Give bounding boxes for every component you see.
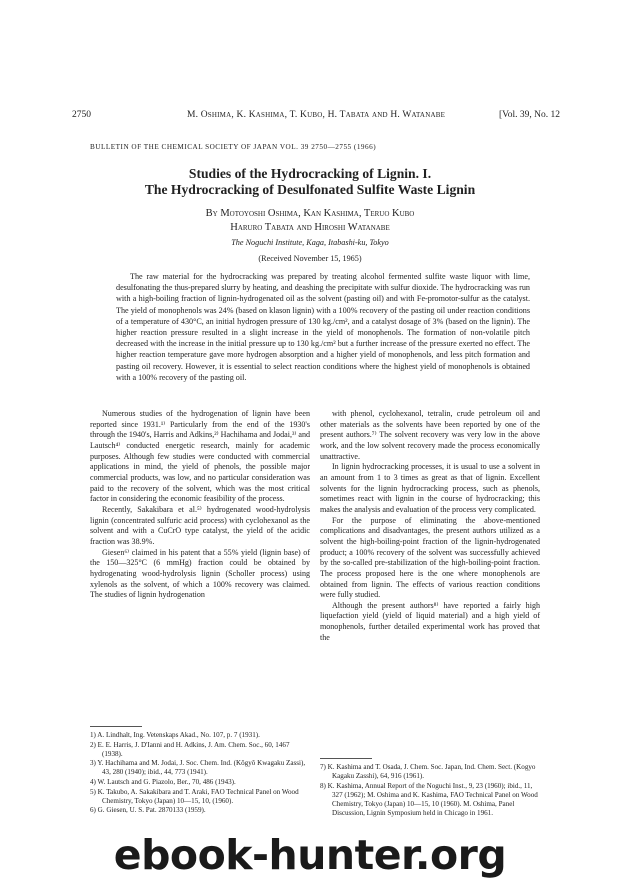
title-line-1: Studies of the Hydrocracking of Lignin. I. — [188, 166, 432, 181]
reference-item: 3) Y. Hachihama and M. Jodai, J. Soc. Chem. Ind. (Kôgyô Kwagaku Zassi), 43, 280 (1940); ibid., 44, 773 (1941). — [90, 759, 306, 777]
authors-line-1: By Motoyoshi Oshima, Kan Kashima, Teruo Kubo — [205, 208, 415, 219]
reference-item: 7) K. Kashima and T. Osada, J. Chem. Soc. Japan, Ind. Chem. Sect. (Kogyo Kagaku Zasshi), 64, 916 (1961). — [320, 763, 536, 781]
reference-item: 4) W. Lautsch and G. Piazolo, Ber., 70, 486 (1943). — [90, 777, 236, 786]
body-paragraph: In lignin hydrocracking processes, it is usual to use a solvent in an amount from 1 to 3 times as great as that of lignin. Excellent solvents for the lignin hydrocracking process, such as phenols, sometimes react with lignin in the course of hydrocracking; this makes the analysis and evaluation of the process very complicated. — [320, 462, 540, 514]
footnote-rule — [90, 726, 142, 727]
references-left — [90, 726, 310, 816]
running-head-volume: [Vol. 39, No. 12 — [498, 110, 560, 120]
institution: The Noguchi Institute, Kaga, Itabashi-ku, Tokyo — [231, 238, 389, 247]
running-head — [72, 110, 560, 124]
title-line-2: The Hydrocracking of Desulfonated Sulfite Waste Lignin — [144, 182, 476, 197]
page-number: 2750 — [72, 110, 91, 120]
article-title — [60, 166, 560, 198]
body-paragraph: with phenol, cyclohexanol, tetralin, crude petroleum oil and other materials as the solvents have been reported by one of the present authors.⁷⁾ The solvent recovery was very low in the above work, and the low solvent recovery made the process economically unattractive. — [320, 409, 540, 461]
reference-item: 8) K. Kashima, Annual Report of the Noguchi Inst., 9, 23 (1960); ibid., 11, 327 (1962); M. Oshima and K. Kashima, FAO Technical Panel on Wood Chemistry, Tokyo (Japan) 10—15, 10 (1960). M. Oshima, Panel Discussion, Lignin Symposium held in Chicago in 1961. — [320, 781, 538, 817]
body-column-right — [320, 409, 540, 643]
reference-item: 2) E. E. Harris, J. D'Ianni and H. Adkins, J. Am. Chem. Soc., 60, 1467 (1938). — [90, 740, 290, 758]
abstract: The raw material for the hydrocracking was prepared by treating alcohol fermented sulfite waste liquor with lime, desulfonating the thus-prepared slurry by heating, and deashing the precipitate with sulfur dioxide. The hydrocracking was run with a high-boiling fraction of lignin-hydrogenated oil as the solvent (pasting oil) and with Fe-promotor-sulfur as the catalyst. The yield of monophenols was 24% (based on klason lignin) with a 100% recovery of the pasting oil under reaction conditions of a temperature of 430°C, an initial hydrogen pressure of 130 kg./cm², and a catalyst dosage of 3% (based on the lignin). The higher reaction pressure resulted in a slight increase in the yield of monophenols. The formation of non-volatile pitch decreased with the increase in the initial pressure up to 130 kg./cm² but a further increase of the pressure exerted no effect. The higher reaction temperature gave more hydrogen absorption and a higher yield of monophenols, and less pitch formation and pasting oil recovery. However, it is essential to select reaction conditions where the highest yield of monophenols is obtained with a 100% recovery of the pasting oil. — [116, 272, 530, 382]
body-paragraph: For the purpose of eliminating the above-mentioned complications and disadvantages, the present authors utilized as a solvent the high-boiling-point fraction of the lignin-hydrogenated product; a 100% recovery of the solvent was successfully achieved by the so-called pre-stabilization of the high-boiling-point fraction. The process proposed here is the one where monophenols are obtained from lignin. The effects of various reaction conditions were fully studied. — [320, 515, 540, 600]
body-paragraph: Numerous studies of the hydrogenation of lignin have been reported since 1931.¹⁾ Particularly from the end of the 1930's through the 1940's, Harris and Adkins,²⁾ Hachihama and Jodai,³⁾ and Lautsch⁴⁾ conducted energetic research, mainly for academic purposes. Although few studies were conducted with commercial applications in mind, the yield of phenols, the possible major commercial products, was low, and no particular consideration was paid to the recovery of the solvent, which was the most critical factor in considering the economic feasibility of the process. — [90, 409, 310, 504]
body-paragraph: Although the present authors⁸⁾ have reported a fairly high liquefaction yield (yield of liquid material) and a high yield of monophenols, further detailed experimental work has proved that the — [320, 600, 540, 642]
running-head-authors: M. Oshima, K. Kashima, T. Kubo, H. Tabata and H. Watanabe — [186, 110, 446, 120]
received-date: (Received November 15, 1965) — [258, 254, 362, 263]
watermark: ebook-hunter.org — [113, 831, 507, 879]
bulletin-line: BULLETIN OF THE CHEMICAL SOCIETY OF JAPAN VOL. 39 2750—2755 (1966) — [90, 143, 377, 151]
authors-line-2: Haruro Tabata and Hiroshi Watanabe — [230, 222, 390, 233]
footnote-rule — [320, 758, 372, 759]
body-paragraph: Recently, Sakakibara et al.⁵⁾ hydrogenated wood-hydrolysis lignin (concentrated sulfuric acid process) with cyclohexanol as the solvent and with a CuCrO type catalyst, the yield of the acidic fraction was 38.9%. — [90, 504, 310, 546]
body-paragraph: Giesen⁶⁾ claimed in his patent that a 55% yield (lignin base) of the 150—325°C (6 mmHg) fraction could be obtained by hydrogenating wood-hydrolysis lignin (Scholler process) using xylenols as the solvent, of which a 100% recovery was claimed. The studies of lignin hydrogenation — [90, 547, 310, 600]
body-column-left — [90, 409, 310, 601]
author-list — [60, 207, 560, 235]
reference-item: 6) G. Giesen, U. S. Pat. 2870133 (1959). — [90, 806, 206, 815]
reference-item: 5) K. Takubo, A. Sakakibara and T. Araki, FAO Technical Panel on Wood Chemistry, Tokyo (Japan) 10—15, 10, (1960). — [90, 787, 299, 805]
references-right — [320, 758, 540, 819]
reference-item: 1) A. Lindhalt, Ing. Vetenskaps Akad., No. 107, p. 7 (1931). — [90, 731, 260, 739]
